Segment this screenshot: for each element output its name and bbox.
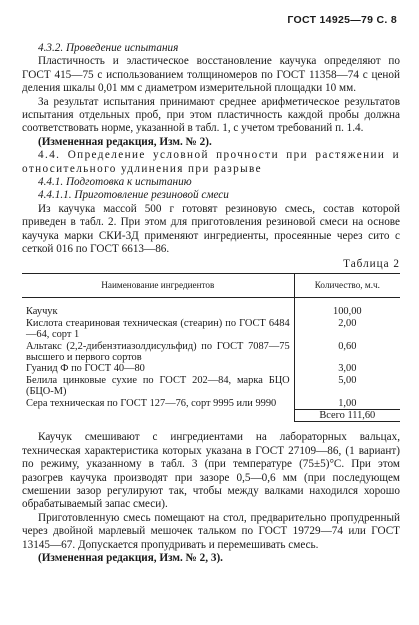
table-caption: Таблица 2: [343, 257, 400, 270]
ingredient-name: Каучук: [22, 306, 294, 317]
table-row: [22, 341, 400, 364]
ingredient-name: Альтакс (2,2-дибензтиазолдисульфид) по ГОСТ 7087—75 высшего и первого сортов: [22, 341, 294, 364]
ingredient-qty: 2,00: [338, 317, 357, 329]
table-row: [22, 398, 400, 410]
table-row: [22, 318, 400, 341]
document-body: [22, 42, 400, 565]
ingredient-name: Кислота стеариновая техническая (стеарин) по ГОСТ 6484—64, сорт 1: [22, 318, 294, 341]
result-paragraph: За результат испытания принимают среднее арифметическое результатов испытания отдельных проб, при этом пластичность каждой пробы должна соответствовать норме, указанной в табл. 1, с учетом требований п. 1.4.: [22, 95, 400, 135]
amendment-note-1: (Измененная редакция, Изм. № 2).: [38, 135, 212, 148]
section-4-3-2-title: 4.3.2. Проведение испытания: [38, 42, 179, 54]
section-4-4-1-1-title: 4.4.1.1. Приготовление резиновой смеси: [38, 189, 229, 202]
table-row: [22, 306, 400, 317]
ingredient-name: Белила цинковые сухие по ГОСТ 202—84, марка БЦО (БЦО-М): [22, 375, 294, 398]
page-header: ГОСТ 14925—79 С. 8: [287, 14, 397, 26]
table-total: Всего 111,60: [294, 409, 400, 421]
ingredient-qty: 3,00: [338, 363, 357, 375]
mixing-paragraph: Каучук смешивают с ингредиентами на лабораторных вальцах, техническая характеристика которых указана в ГОСТ 27109—86, (1 вариант) по режиму, указанному в табл. 3 (при температуре (75±5)°С. При этом разогрев каучука производят при зазоре 0,5—0,6 мм (при последующем смешении зазор регулируют так, чтобы между валками находился хорошо обрабатываемый запас смеси).: [22, 431, 400, 511]
table-total-row: [22, 409, 400, 421]
table-header-ingredients: Наименование ингредиентов: [22, 273, 294, 297]
ingredients-table: [22, 273, 400, 422]
amendment-note-2: (Измененная редакция, Изм. № 2, 3).: [38, 552, 223, 565]
section-4-4-title: 4.4. Определение условной прочности при растяжении и относительного удлинения при разрыве: [22, 149, 400, 175]
section-4-4-1-title: 4.4.1. Подготовка к испытанию: [38, 176, 192, 189]
table-header-quantity: Количество, м.ч.: [294, 273, 400, 297]
ingredient-qty: 1,00: [338, 397, 357, 409]
ingredient-qty: 0,60: [338, 340, 357, 352]
section-4-4-1-1-text: Из каучука массой 500 г готовят резиновую смесь, состав которой приведен в табл. 2. При этом для приготовления резиновой смеси на основе каучука марки СКИ-3Д применяют ингредиенты, просеянные через сито с сеткой 016 по ГОСТ 6613—86.: [22, 202, 400, 256]
ingredient-qty: 5,00: [338, 374, 357, 386]
storage-paragraph: Приготовленную смесь помещают на стол, предварительно пропудренный через двойной марлевый мешочек тальком по ГОСТ 19729—74 или ГОСТ 13145—67. Допускается пропудривать и перемешивать смесь.: [22, 511, 400, 551]
section-4-3-2-text: Пластичность и эластическое восстановление каучука определяют по ГОСТ 415—75 с использованием толщиномеров по ГОСТ 11358—74 с ценой деления шкалы 0,01 мм с диаметром измерительной площадки 10 мм.: [22, 55, 400, 95]
table-row: [22, 375, 400, 398]
ingredient-qty: 100,00: [333, 306, 362, 318]
ingredient-name: Сера техническая по ГОСТ 127—76, сорт 9995 или 9990: [22, 398, 294, 410]
table-row: [22, 363, 400, 374]
ingredient-name: Гуанид Ф по ГОСТ 40—80: [22, 363, 294, 374]
